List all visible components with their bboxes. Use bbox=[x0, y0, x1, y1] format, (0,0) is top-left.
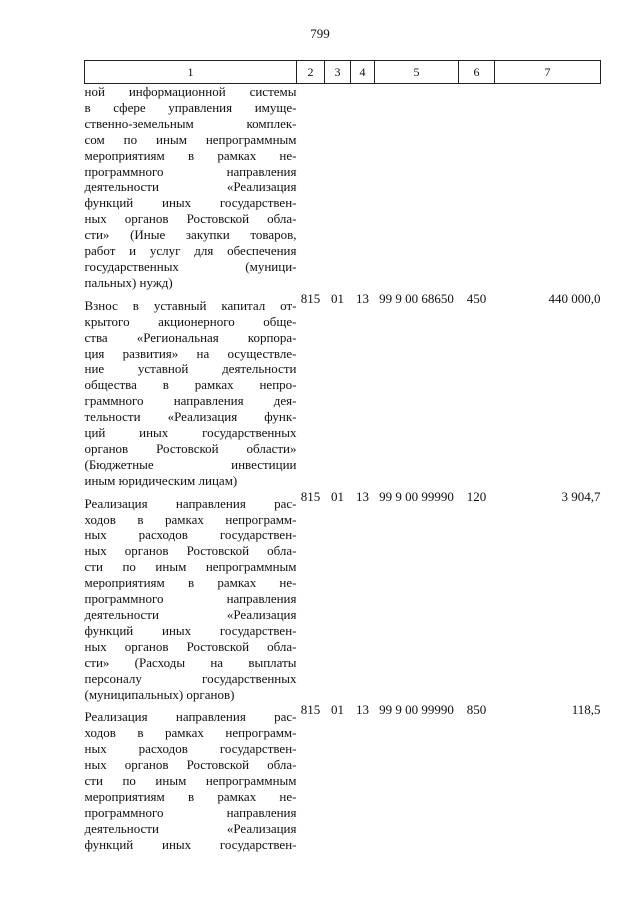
cell-subsection: 13 bbox=[356, 290, 369, 306]
row-description: ной информационной системы в сфере управления имуще- ственно-земельным комплек- сом по иным непрограммным мероприятиям в рамках не- программного направления деятельности «Реализация функций иных государствен- ных органов Ростовской обла- сти» (Иные закупки товаров, работ и услуг для обеспечения государственных (муници- пальных) нужд) bbox=[84, 84, 297, 290]
table-row bbox=[85, 84, 601, 291]
cell-expense-type: 450 bbox=[466, 290, 487, 306]
cell-expense-type: 850 bbox=[466, 702, 487, 718]
page-number: 799 bbox=[310, 26, 330, 41]
cell-amount bbox=[495, 84, 601, 291]
cell-subsection bbox=[351, 84, 375, 291]
cell-target-article bbox=[375, 84, 459, 291]
table-row bbox=[85, 702, 601, 852]
header-col-7: 7 bbox=[495, 61, 601, 84]
cell-amount: 118,5 bbox=[571, 702, 601, 718]
cell-ministry bbox=[297, 84, 325, 291]
table-row bbox=[85, 291, 601, 489]
cell-target-article: 99 9 00 68650 bbox=[379, 290, 454, 306]
cell-ministry: 815 bbox=[300, 702, 321, 718]
cell-subsection: 13 bbox=[356, 488, 369, 504]
cell-ministry: 815 bbox=[300, 290, 321, 306]
cell-amount: 3 904,7 bbox=[561, 488, 601, 504]
cell-section: 01 bbox=[331, 488, 344, 504]
header-col-4: 4 bbox=[351, 61, 375, 84]
cell-expense-type bbox=[459, 84, 495, 291]
row-description: Взнос в уставный капитал от- крытого акционерного обще- ства «Региональная корпора- ция развития» на осуществле- ние уставной деятельности общества в рамках непро- граммного направления дея- тельности «Реализация функ- ций иных государственных органов Ростовской области» (Бюджетные инвестиции иным юридическим лицам) bbox=[84, 297, 297, 488]
cell-ministry: 815 bbox=[300, 488, 321, 504]
header-col-3: 3 bbox=[325, 61, 351, 84]
header-row bbox=[85, 61, 601, 84]
cell-subsection: 13 bbox=[356, 702, 369, 718]
cell-target-article: 99 9 00 99990 bbox=[379, 488, 454, 504]
table-row bbox=[85, 489, 601, 703]
header-col-2: 2 bbox=[297, 61, 325, 84]
header-col-5: 5 bbox=[375, 61, 459, 84]
header-col-6: 6 bbox=[459, 61, 495, 84]
budget-table bbox=[84, 60, 601, 853]
cell-target-article: 99 9 00 99990 bbox=[379, 702, 454, 718]
cell-expense-type: 120 bbox=[466, 488, 487, 504]
cell-section: 01 bbox=[331, 290, 344, 306]
header-col-1: 1 bbox=[85, 61, 297, 84]
row-description: Реализация направления рас- ходов в рамках непрограмм- ных расходов государствен- ных органов Ростовской обла- сти по иным непрограммным мероприятиям в рамках не- программного направления деятельности «Реализация функций иных государствен- bbox=[84, 709, 297, 852]
row-description: Реализация направления рас- ходов в рамках непрограмм- ных расходов государствен- ных органов Ростовской обла- сти по иным непрограммным мероприятиям в рамках не- программного направления деятельности «Реализация функций иных государствен- ных органов Ростовской обла- сти» (Расходы на выплаты персоналу государственных (муниципальных) органов) bbox=[84, 495, 297, 702]
cell-section bbox=[325, 84, 351, 291]
cell-amount: 440 000,0 bbox=[548, 290, 601, 306]
cell-section: 01 bbox=[331, 702, 344, 718]
